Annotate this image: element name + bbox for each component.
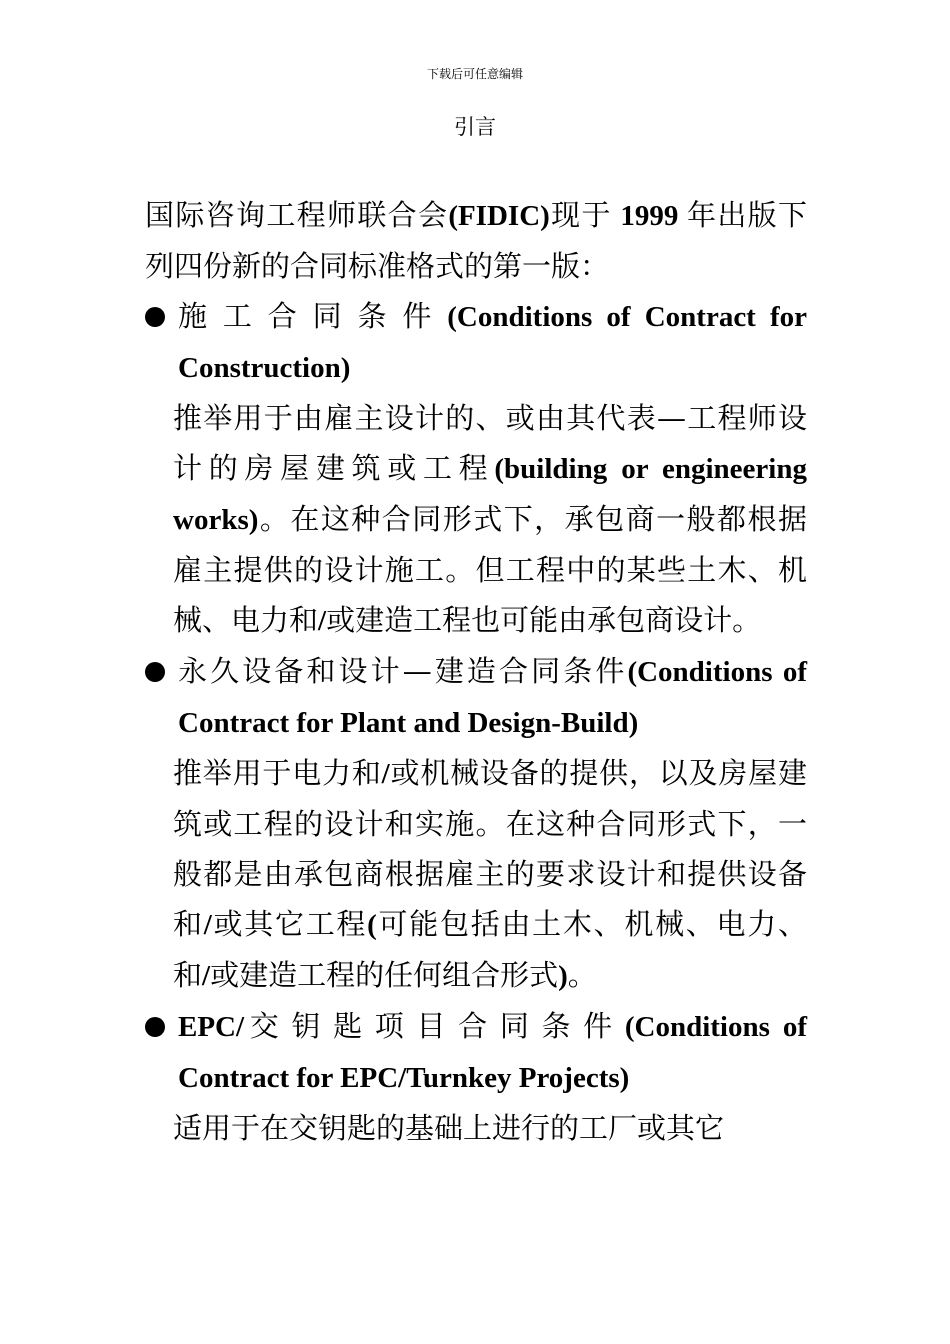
intro-year: 1999 [620, 200, 679, 232]
contract-item-description [145, 393, 807, 646]
desc-text: 或建造工程的任何组合形式 [210, 958, 559, 992]
desc-text: / [202, 960, 211, 992]
contract-title-en: (Conditions of Contract for Construction) [178, 301, 807, 384]
desc-text: ( [367, 909, 377, 941]
contract-item-description [145, 1103, 807, 1153]
contract-title-prefix: EPC/ [178, 1011, 245, 1043]
intro-text: 现于 [549, 198, 612, 232]
bullet-dot-icon [145, 662, 165, 682]
desc-text: / [203, 909, 212, 941]
desc-text: 。在这种合同形式下，承包商一般都根据雇主提供的设计施工。但工程中的某些土木、机械、电力和 [173, 502, 807, 637]
desc-text: 。 [567, 958, 597, 992]
desc-text: 可能包括由土木、机械、电力、和 [173, 907, 807, 992]
contract-title-cn: 施工合同条件 [178, 299, 448, 333]
intro-org-abbrev: (FIDIC) [448, 200, 550, 232]
contract-item-title [145, 291, 807, 393]
intro-text: 国际咨询工程师联合会 [145, 198, 449, 232]
desc-text: 适用于在交钥匙的基础上进行的工厂或其它 [173, 1111, 725, 1145]
desc-text: (building or engineering works) [173, 453, 807, 536]
contract-title-cn: 永久设备和设计—建造合同条件 [178, 654, 628, 688]
bullet-dot-icon [145, 1017, 165, 1037]
page-title: 引言 [454, 115, 496, 139]
desc-text: 或建造工程也可能由承包商设计。 [326, 603, 762, 637]
desc-text: / [381, 758, 390, 790]
desc-text: / [318, 605, 327, 637]
bullet-dot-icon [145, 307, 165, 327]
desc-text: ) [558, 960, 568, 992]
contract-title-en: (Conditions of Contract for Plant and Design-Build) [178, 656, 807, 739]
contract-item-title [145, 646, 807, 748]
desc-text: 或机械设备的提供，以及房屋建筑或工程的设计和实施。在这种合同形式下，一般都是由承包商根据雇主的要求设计和提供设备和 [173, 756, 807, 941]
desc-text: 或其它工程 [211, 907, 368, 941]
header-note: 下载后可任意编辑 [426, 67, 523, 81]
contract-title-cn: 交钥匙项目合同条件 [244, 1009, 625, 1043]
desc-text: 推举用于电力和 [173, 756, 382, 790]
contract-item-description [145, 748, 807, 1001]
intro-text: 年出版下列四份新的合同标准格式的第一版： [145, 198, 807, 283]
document-body [145, 190, 807, 1153]
contract-title-en: (Conditions of Contract for EPC/Turnkey Projects) [178, 1011, 807, 1094]
intro-paragraph [145, 190, 807, 291]
contract-item-title [145, 1001, 807, 1103]
desc-text: 推举用于由雇主设计的、或由其代表—工程师设计的房屋建筑或工程 [173, 401, 807, 485]
